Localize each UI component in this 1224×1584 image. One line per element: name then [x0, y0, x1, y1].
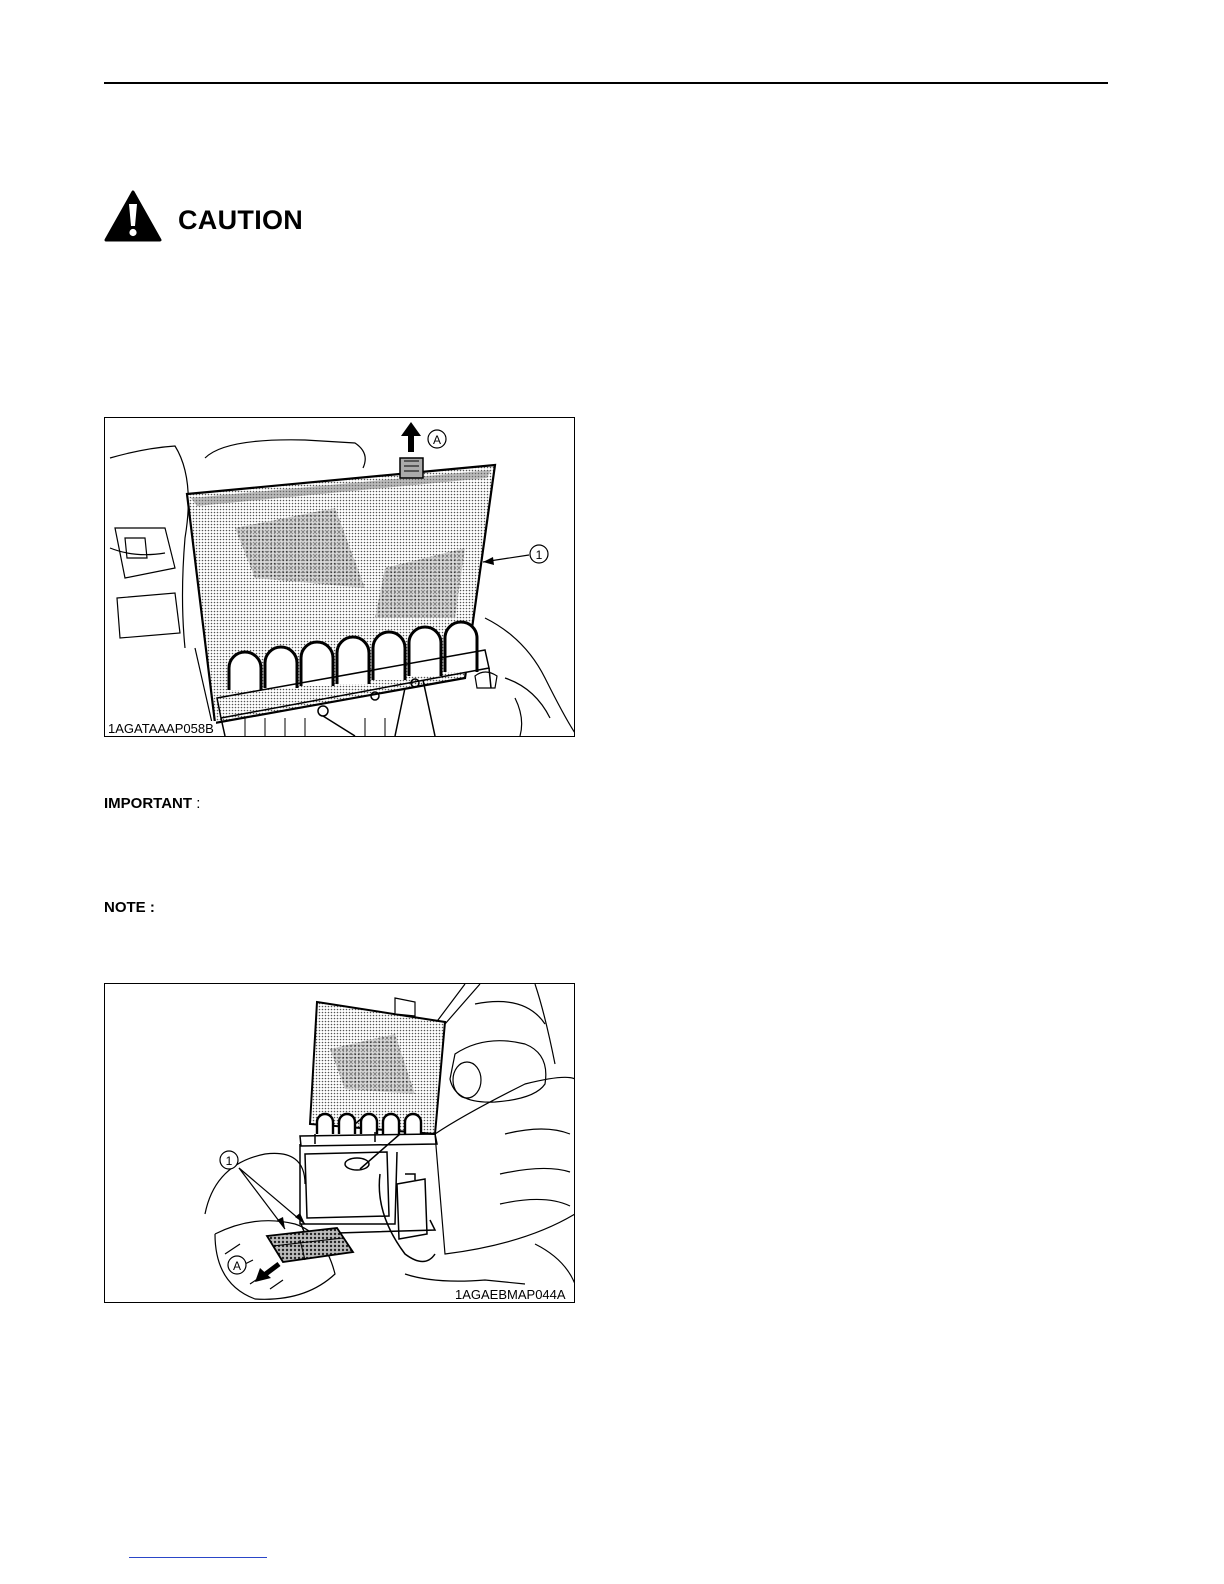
figure-code: 1AGAEBMAP044A	[455, 1287, 566, 1302]
important-label	[104, 795, 200, 812]
figure-tray-removal	[104, 983, 575, 1303]
caution-title: CAUTION	[178, 204, 304, 235]
arrow-label-a: A	[232, 1259, 242, 1273]
header-rule	[104, 82, 1108, 84]
important-label-text: IMPORTANT	[104, 795, 193, 812]
footer-link-underline[interactable]	[129, 1557, 267, 1558]
warning-triangle-icon	[104, 190, 162, 242]
important-label-colon: :	[192, 795, 201, 812]
figure-dust-screen-removal	[104, 417, 575, 737]
arrow-label-a: A	[432, 433, 442, 447]
figure-code: 1AGATAAAP058B	[108, 721, 214, 736]
illustration-dust-screen	[105, 418, 575, 737]
callout-number-1: 1	[535, 548, 543, 562]
caution-heading	[104, 188, 303, 244]
callout-number-1: 1	[225, 1154, 233, 1168]
note-label-colon: :	[145, 899, 155, 916]
illustration-tray	[105, 984, 575, 1303]
note-label	[104, 899, 155, 916]
note-label-text: NOTE	[104, 899, 146, 916]
